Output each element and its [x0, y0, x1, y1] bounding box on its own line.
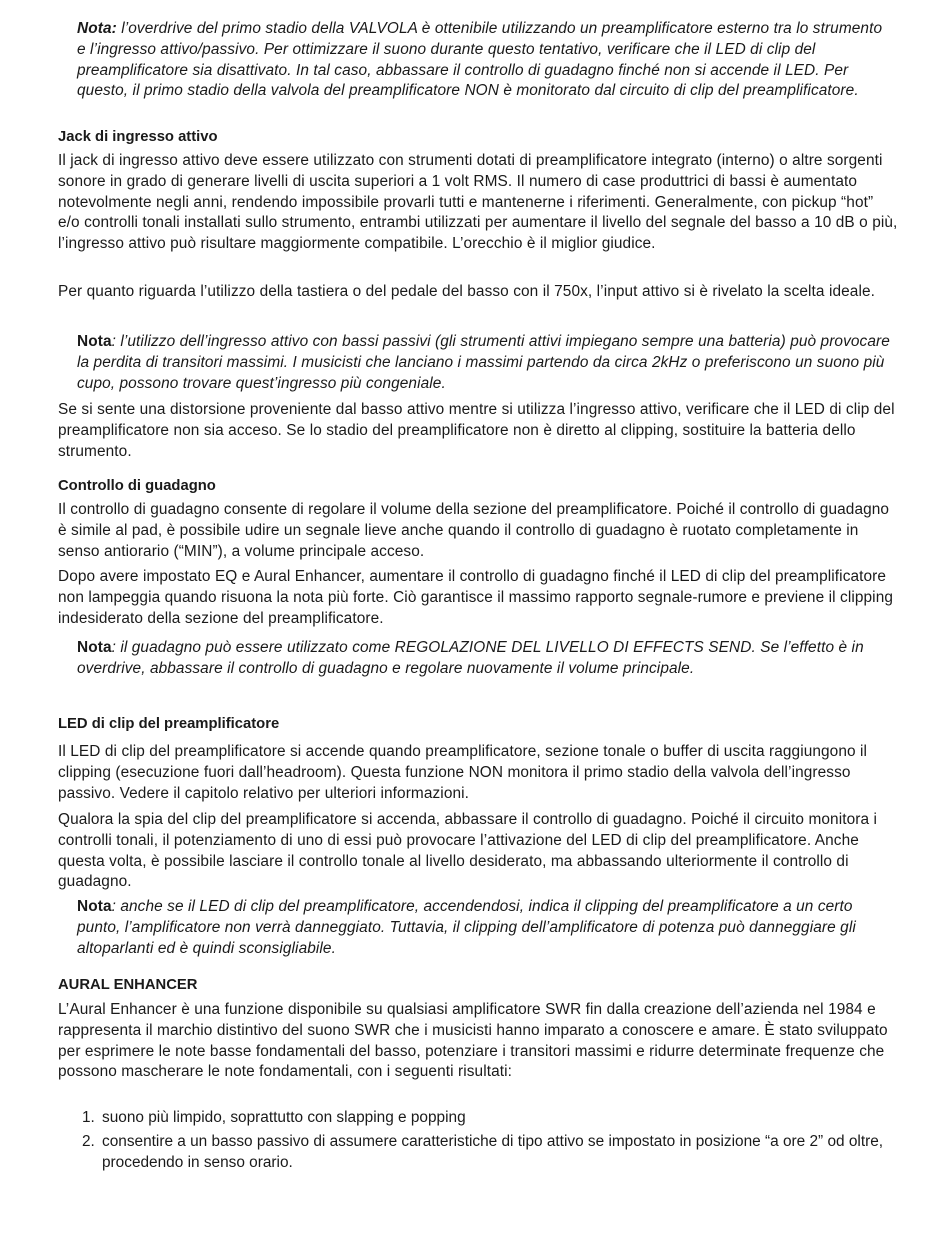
heading-clip-led: LED di clip del preamplificatore — [58, 716, 280, 732]
note-body: l’overdrive del primo stadio della VALVOLA è ottenibile utilizzando un preamplificatore esterno tra lo strumento e l’ingresso attivo/passivo. Per ottimizzare il suono durante questo tentativo, verificare che il LED di clip del preamplificatore sia disattivato. In tal caso, abbassare il controllo di guadagno finché non si accende il LED. Per questo, il primo stadio della valvola del preamplificatore NON è monitorato dal circuito di clip del preamplificatore. — [77, 20, 883, 100]
active-input-paragraph-2: Per quanto riguarda l’utilizzo della tastiera o del pedale del basso con il 750x, l’input attivo si è rivelato la scelta ideale. — [58, 283, 876, 300]
note-label: Nota: — [77, 20, 117, 37]
note-label: Nota — [77, 898, 112, 915]
aural-paragraph-1: L’Aural Enhancer è una funzione disponibile su qualsiasi amplificatore SWR fin dalla creazione dell’azienda nel 1984 e rappresenta il marchio distintivo del suono SWR che i musicisti hanno imparato a conoscere e amare. È stato sviluppato per esprimere le note basse fondamentali del basso, potenziare i transitori massimi e ridurre determinate frequenze che possono mascherare le note fondamentali, con i seguenti risultati: — [58, 1001, 888, 1081]
note-body: : il guadagno può essere utilizzato come REGOLAZIONE DEL LIVELLO DI EFFECTS SEND. Se l’effetto è in overdrive, abbassare il controllo di guadagno e regolare nuovamente il volume principale. — [77, 639, 864, 677]
list-item-text: consentire a un basso passivo di assumere caratteristiche di tipo attivo se impostato in posizione “a ore 2” od oltre, procedendo in senso orario. — [102, 1132, 884, 1171]
list-item — [82, 1108, 897, 1129]
note-valve-overdrive — [77, 19, 892, 102]
list-item-number: 2. — [82, 1132, 95, 1150]
note-clipping-warning — [77, 897, 892, 959]
note-label: Nota — [77, 333, 112, 350]
list-item — [82, 1132, 897, 1174]
list-item-text: suono più limpido, soprattutto con slapping e popping — [102, 1109, 466, 1126]
note-text — [77, 638, 892, 680]
heading-active-input: Jack di ingresso attivo — [58, 129, 218, 145]
note-body: : l’utilizzo dell’ingresso attivo con bassi passivi (gli strumenti attivi impiegano sempre una batteria) può provocare la perdita di transitori massimi. I musicisti che lanciano i massimi partendo da circa 2kHz o preferiscono un suono più cupo, possono trovare quest’ingresso più congeniale. — [77, 333, 890, 392]
note-text — [77, 332, 892, 394]
note-label: Nota — [77, 639, 112, 656]
note-text — [77, 19, 892, 102]
clip-led-paragraph-1: Il LED di clip del preamplificatore si accende quando preamplificatore, sezione tonale o buffer di uscita raggiungono il clipping (esecuzione fuori dall’headroom). Questa funzione NON monitora il primo stadio della valvola dell’ingresso passivo. Vedere il capitolo relativo per ulteriori informazioni. — [58, 743, 868, 802]
note-body: : anche se il LED di clip del preamplificatore, accendendosi, indica il clipping del preamplificatore a un certo punto, l’amplificatore non verrà danneggiato. Tuttavia, il clipping dell’amplificatore di potenza può danneggiare gli altoparlanti ed è quindi sconsigliabile. — [77, 898, 856, 957]
gain-paragraph-1: Il controllo di guadagno consente di regolare il volume della sezione del preamplificatore. Poiché il controllo di guadagno è simile al pad, è possibile udire un segnale lieve anche quando il controllo di guadagno è ruotato completamente in senso antiorario (“MIN”), a volume principale acceso. — [58, 501, 890, 560]
clip-led-paragraph-2: Qualora la spia del clip del preamplificatore si accenda, abbassare il controllo di guadagno. Poiché il circuito monitora i controlli tonali, il potenziamento di uno di essi può provocare l’attivazione del LED di clip del preamplificatore. Anche questa volta, è possibile lasciare il controllo tonale al livello desiderato, ma abbassando ulteriormente il controllo di guadagno. — [58, 811, 878, 891]
note-text — [77, 897, 892, 959]
list-item-number: 1. — [82, 1109, 95, 1126]
gain-paragraph-2: Dopo avere impostato EQ e Aural Enhancer, aumentare il controllo di guadagno finché il LED di clip del preamplificatore non lampeggia quando risuona la nota più forte. Ciò garantisce il massimo rapporto segnale-rumore e previene il clipping indesiderato della sezione del preamplificatore. — [58, 568, 894, 627]
note-passive-bass — [77, 332, 892, 394]
active-input-paragraph-1: Il jack di ingresso attivo deve essere utilizzato con strumenti dotati di preamplificatore integrato (interno) o altre sorgenti sonore in grado di generare livelli di uscita superiori a 1 volt RMS. Il numero di case produttrici di bassi è aumentato notevolmente negli anni, rendendo impossibile provarli tutti e mantenerne i riferimenti. Generalmente, con pickup “hot” e/o controlli tonali installati sullo strumento, entrambi utilizzati per aumentare il livello del segnale del basso a 10 dB o più, l’ingresso attivo può risultare maggiormente compatibile. L’orecchio è il miglior giudice. — [58, 152, 898, 253]
note-effects-send — [77, 638, 892, 680]
aural-results-list — [82, 1108, 897, 1173]
active-input-paragraph-3: Se si sente una distorsione proveniente dal basso attivo mentre si utilizza l’ingresso attivo, verificare che il LED di clip del preamplificatore non sia acceso. Se lo stadio del preamplificatore non è diretto al clipping, sostituire la batteria dello strumento. — [58, 401, 895, 460]
heading-gain-control: Controllo di guadagno — [58, 478, 216, 494]
heading-aural-enhancer: AURAL ENHANCER — [58, 977, 198, 993]
